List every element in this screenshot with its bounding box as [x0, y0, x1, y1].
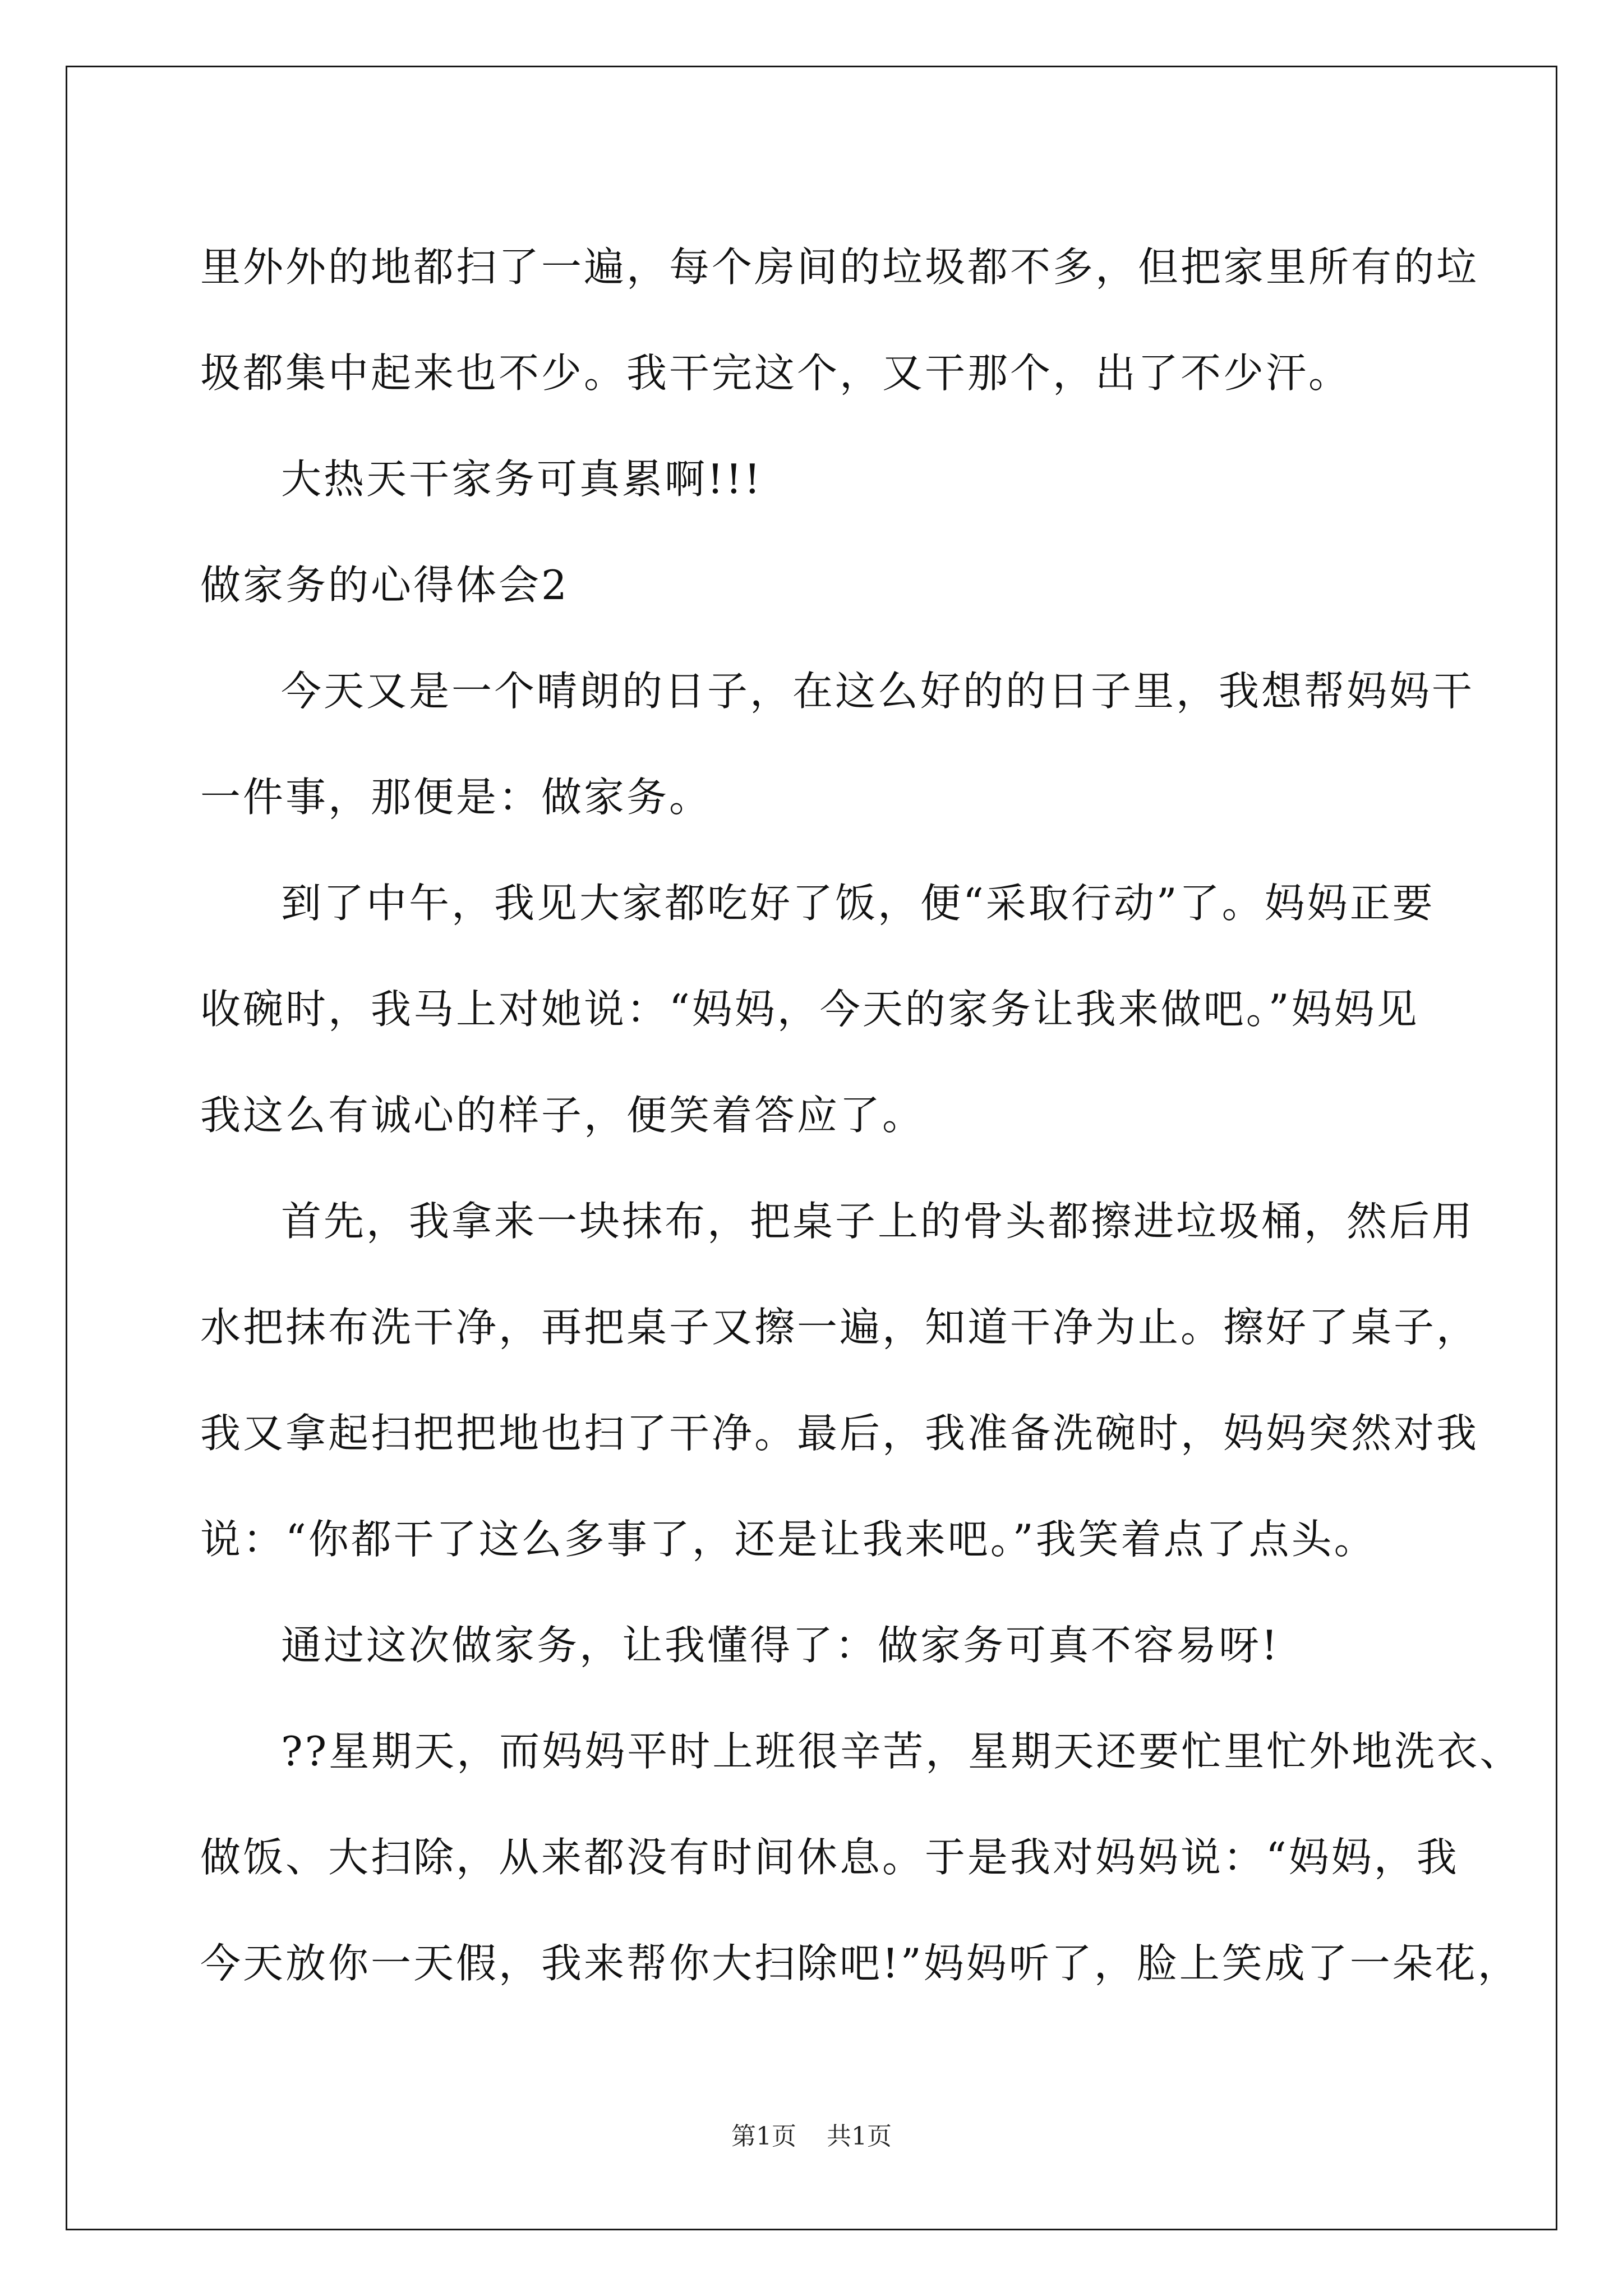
text-line: 首先，我拿来一块抹布，把桌子上的骨头都擦进垃圾桶，然后用	[281, 1197, 1475, 1245]
page-number: 第1页	[731, 2122, 796, 2151]
text-line: 我又拿起扫把把地也扫了干净。最后，我准备洗碗时，妈妈突然对我	[200, 1409, 1479, 1457]
text-line: 圾都集中起来也不少。我干完这个，又干那个，出了不少汗。	[200, 349, 1352, 397]
text-line: 到了中午，我见大家都吃好了饭，便“采取行动”了。妈妈正要	[281, 879, 1435, 927]
text-line: 通过这次做家务，让我懂得了：做家务可真不容易呀!	[281, 1621, 1280, 1669]
text-line: 一件事，那便是：做家务。	[200, 773, 712, 821]
text-line: ??星期天，而妈妈平时上班很辛苦，星期天还要忙里忙外地洗衣、	[281, 1727, 1523, 1775]
text-line: 说：“你都干了这么多事了，还是让我来吧。”我笑着点了点头。	[200, 1515, 1377, 1563]
page-footer	[0, 2116, 1623, 2152]
text-line: 我这么有诚心的样子，便笑着答应了。	[200, 1091, 925, 1139]
text-line: 大热天干家务可真累啊!!!	[281, 455, 763, 503]
section-heading: 做家务的心得体会2	[200, 561, 569, 609]
text-line: 今天又是一个晴朗的日子，在这么好的的日子里，我想帮妈妈干	[281, 667, 1475, 715]
text-line: 水把抹布洗干净，再把桌子又擦一遍，知道干净为止。擦好了桌子，	[200, 1303, 1479, 1351]
text-line: 里外外的地都扫了一遍，每个房间的垃圾都不多，但把家里所有的垃	[200, 243, 1479, 291]
text-line: 收碗时，我马上对她说：“妈妈，今天的家务让我来做吧。”妈妈见	[200, 985, 1419, 1033]
page-total: 共1页	[827, 2122, 892, 2151]
document-body	[200, 210, 1523, 2013]
text-line: 今天放你一天假，我来帮你大扫除吧!”妈妈听了，脸上笑成了一朵花，	[200, 1939, 1520, 1987]
text-line: 做饭、大扫除，从来都没有时间休息。于是我对妈妈说：“妈妈，我	[200, 1833, 1459, 1881]
